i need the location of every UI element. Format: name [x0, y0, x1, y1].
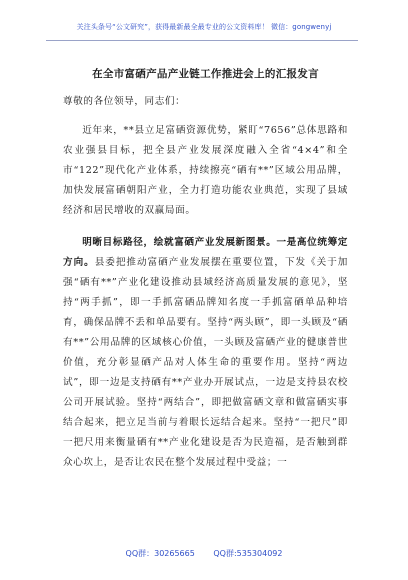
header-banner: 关注头条号“公文研究”，获得最新最全最专业的公文资料库！ 微信：gongwenyj: [76, 23, 332, 31]
salutation: 尊敬的各位领导，同志们：: [63, 96, 186, 107]
footer-qq-group-1: QQ群：30265665: [125, 549, 195, 558]
paragraph-intro: 近年来，**县立足富硒资源优势，紧盯“7656”总体思路和农业强县目标，把全县产业发展深度融入全省“4×4”和全市“122”现代化产业体系，持续擦亮“硒有**”区域公用品牌，加快发展富硒朝阳产业，全力打造功能农业典范，实现了县域经济和居民增收的双赢局面。: [63, 125, 348, 216]
footer-contacts: [0, 548, 408, 559]
header-divider: [46, 40, 358, 41]
footer-qq-group-2: QQ群:535304092: [213, 549, 283, 558]
document-title: 在全市富硒产品产业链工作推进会上的汇报发言: [92, 68, 319, 80]
paragraph-goals-lead: 明晰目标路径，绘就富硒产业发展新图景。一是高位统筹定方向。: [63, 237, 348, 268]
document-body: [63, 66, 348, 473]
paragraph-goals: [63, 233, 348, 473]
paragraph-goals-body: 县委把推动富硒产业发展摆在重要位置，下发《关于加强“硒有**”产业化建设推动县域经济高质量发展的意见》，坚持“两手抓”，即一手抓富硒品牌知名度一手抓富硒单品种培育，确保品牌不丢和单品要有。坚持“两头顾”，即一头顾及“硒有**”公用品牌的区域核心价值，一头顾及富硒产业的健康普世价值，充分彰显硒产品对人体生命的重要作用。坚持“两边试”，即一边是支持硒有**产业办开展试点，一边是支持县农校公司开展试验。坚持“两结合”，即把做富硒文章和做富硒实事结合起来，把立足当前与着眼长远结合起来。坚持“一把尺”即一把尺用来衡量硒有**产业化建设是否为民造福，是否触到群众心坎上，是否让农民在整个发展过程中受益；一: [63, 257, 348, 468]
